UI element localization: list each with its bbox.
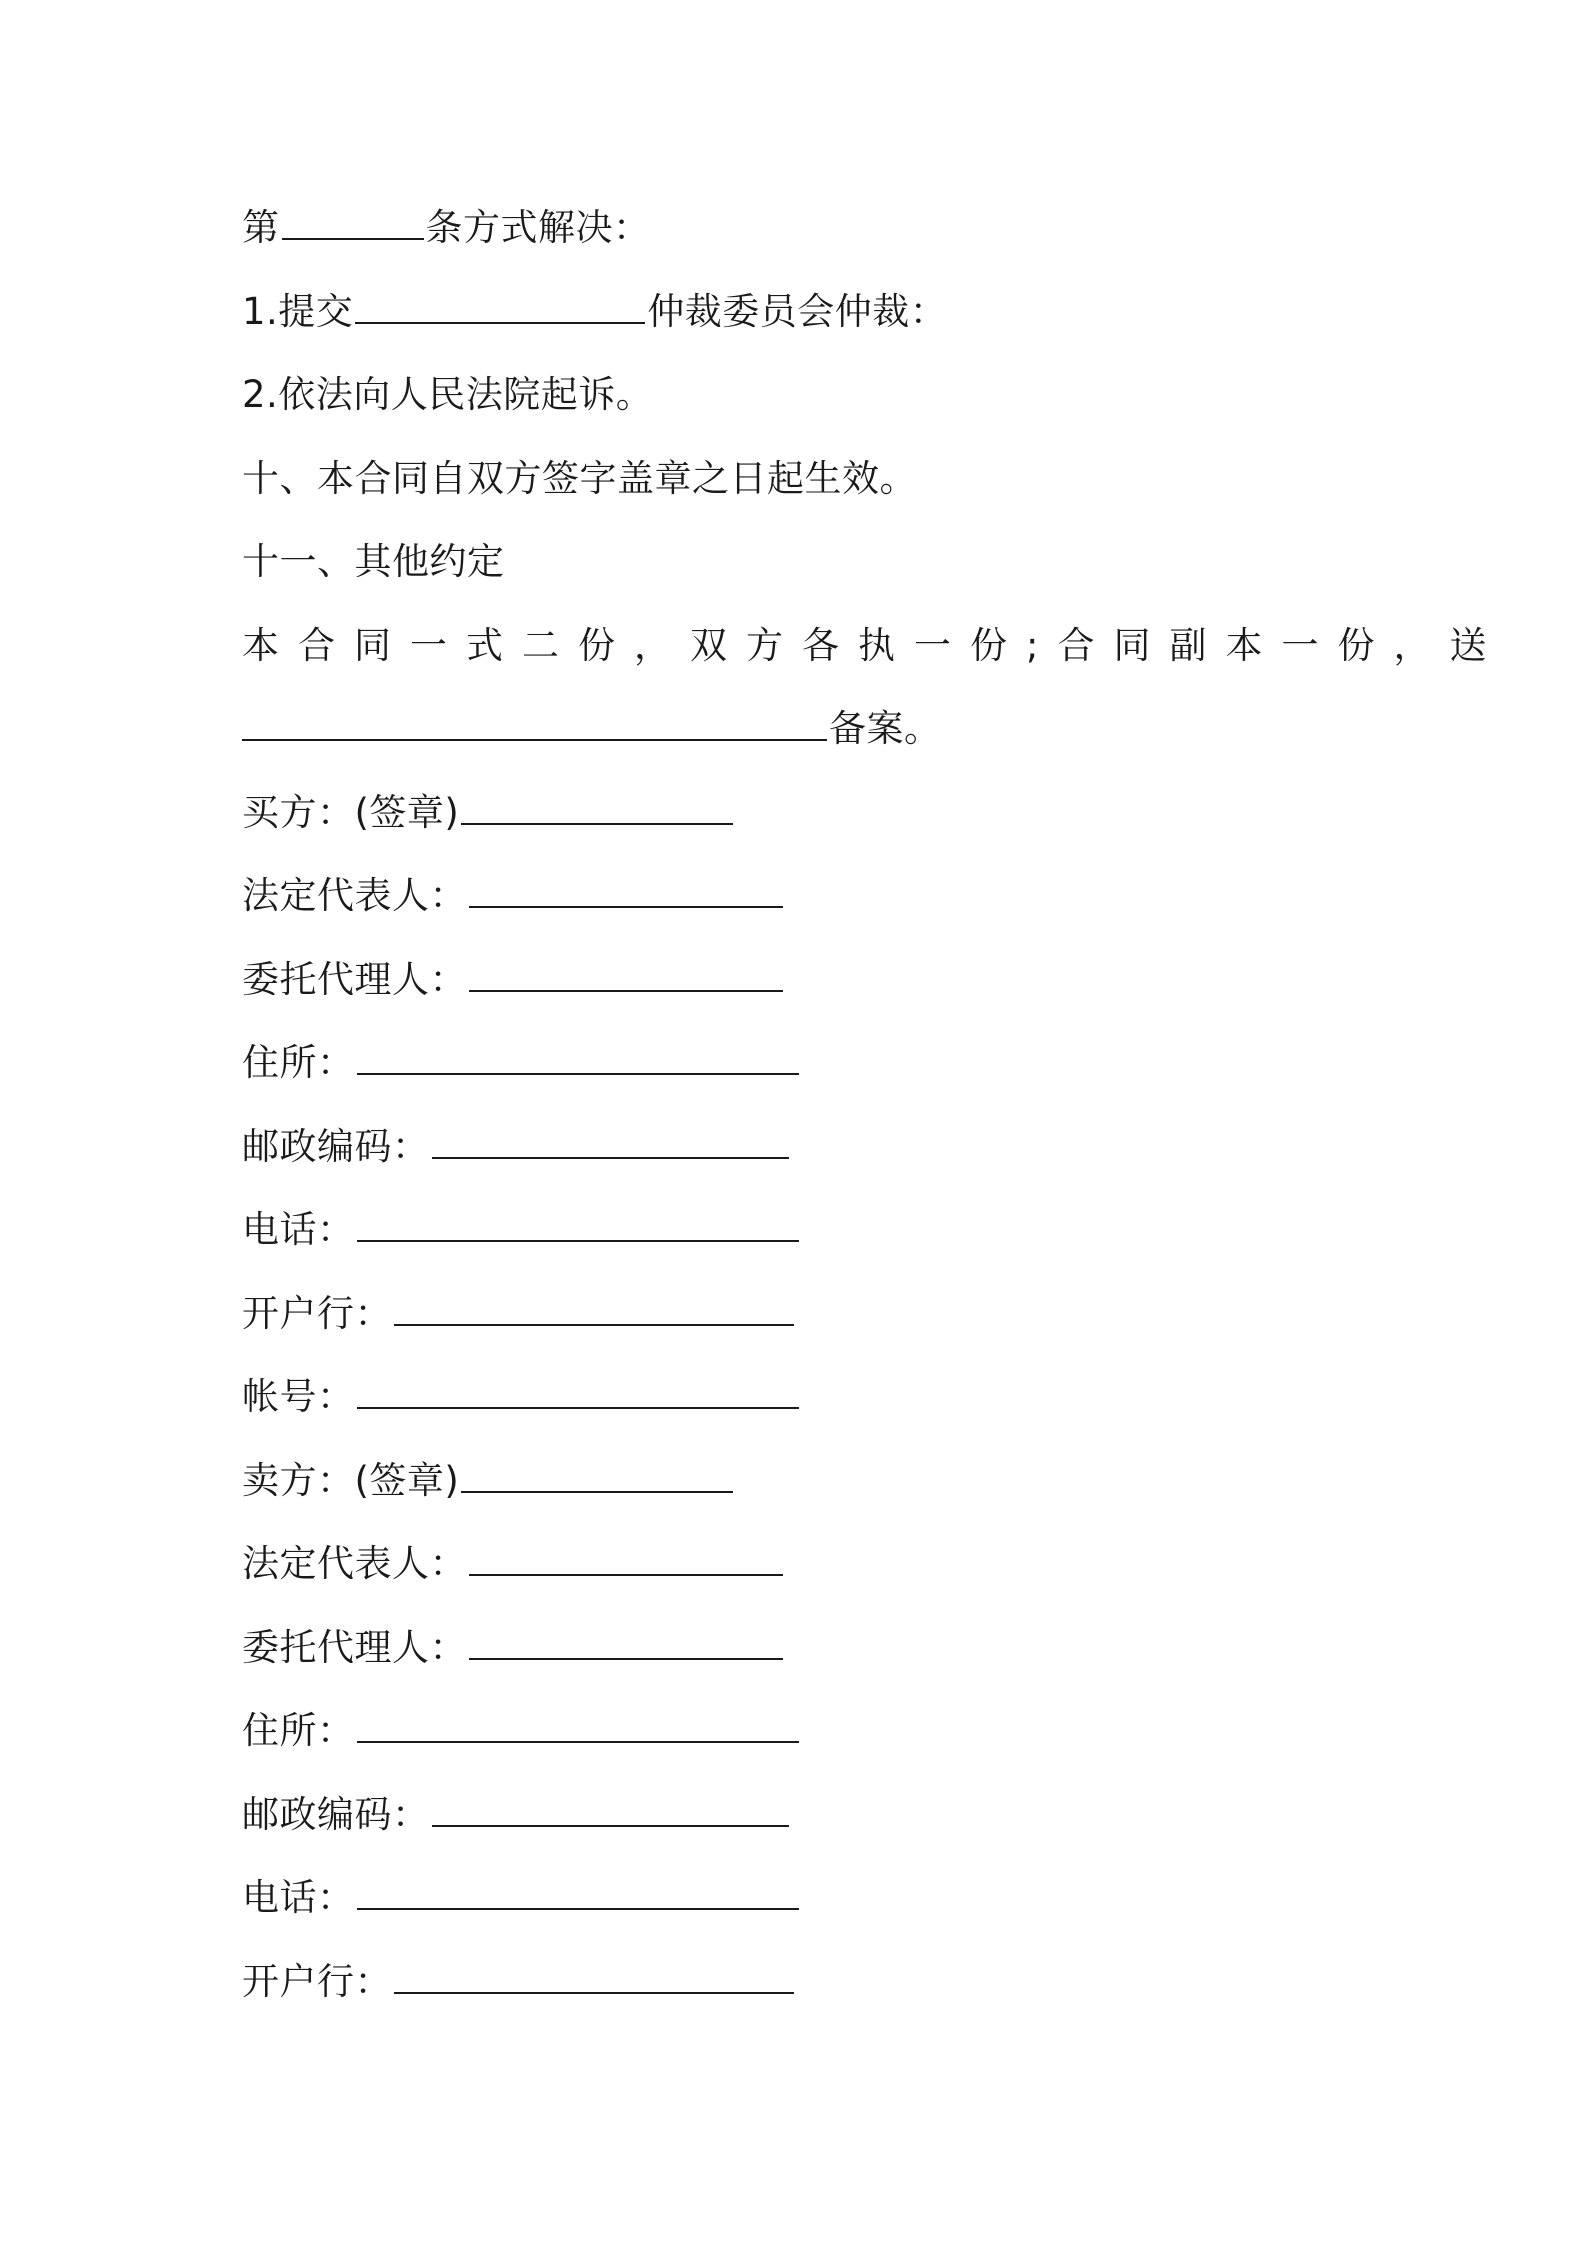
buyer-bank-line (242, 1284, 796, 1344)
seller-bank-line (242, 1952, 796, 2012)
seller-party-label: 卖方：(签章) (242, 1459, 460, 1502)
buyer-legal-rep-blank (469, 866, 783, 908)
seller-bank-label: 开户行： (242, 1960, 392, 2003)
buyer-party-label: 买方：(签章) (242, 791, 460, 834)
arbitration-prefix: 1.提交 (242, 290, 354, 333)
buyer-signature-blank (461, 783, 733, 825)
buyer-account-label: 帐号： (242, 1375, 355, 1418)
dispute-prefix: 第 (242, 206, 280, 249)
seller-phone-label: 电话： (242, 1876, 355, 1919)
buyer-address-blank (357, 1033, 799, 1075)
buyer-address-line (242, 1033, 801, 1093)
dispute-clause-line (242, 198, 651, 258)
clause-11-title: 十一、其他约定 (242, 540, 505, 583)
seller-phone-blank (357, 1868, 799, 1910)
seller-phone-line (242, 1868, 801, 1928)
seller-postcode-blank (432, 1785, 789, 1827)
lawsuit-option-line: 2.依法向人民法院起诉。 (242, 373, 654, 416)
buyer-address-label: 住所： (242, 1041, 355, 1084)
seller-legal-rep-line (242, 1534, 785, 1594)
buyer-agent-blank (469, 950, 783, 992)
buyer-agent-line (242, 950, 785, 1010)
seller-address-label: 住所： (242, 1709, 355, 1752)
seller-legal-rep-label: 法定代表人： (242, 1542, 467, 1585)
seller-bank-blank (394, 1952, 794, 1994)
seller-postcode-label: 邮政编码： (242, 1793, 430, 1836)
arbitration-option-line (242, 282, 947, 342)
buyer-legal-rep-label: 法定代表人： (242, 874, 467, 917)
copies-line: 本合同一式二份，双方各执一份;合同副本一份，送 (242, 624, 1506, 667)
buyer-bank-blank (394, 1284, 794, 1326)
clause-10-line: 十、本合同自双方签字盖章之日起生效。 (242, 457, 917, 500)
seller-signature-blank (461, 1451, 733, 1493)
seller-party-line (242, 1451, 735, 1511)
seller-agent-blank (469, 1618, 783, 1660)
clause-number-blank (282, 198, 424, 240)
buyer-phone-blank (357, 1200, 799, 1242)
seller-agent-line (242, 1618, 785, 1678)
seller-postcode-line (242, 1785, 791, 1845)
buyer-postcode-line (242, 1117, 791, 1177)
seller-address-blank (357, 1701, 799, 1743)
filing-line (242, 699, 942, 759)
buyer-legal-rep-line (242, 866, 785, 926)
filing-authority-blank (242, 699, 827, 741)
filing-suffix: 备案。 (829, 707, 942, 750)
buyer-agent-label: 委托代理人： (242, 958, 467, 1001)
seller-address-line (242, 1701, 801, 1761)
arbitration-suffix: 仲裁委员会仲裁： (647, 290, 948, 333)
buyer-account-line (242, 1367, 801, 1427)
buyer-phone-line (242, 1200, 801, 1260)
arbitration-committee-blank (355, 282, 645, 324)
buyer-postcode-blank (432, 1117, 789, 1159)
seller-agent-label: 委托代理人： (242, 1626, 467, 1669)
seller-legal-rep-blank (469, 1534, 783, 1576)
buyer-account-blank (357, 1367, 799, 1409)
buyer-phone-label: 电话： (242, 1208, 355, 1251)
buyer-postcode-label: 邮政编码： (242, 1125, 430, 1168)
buyer-party-line (242, 783, 735, 843)
dispute-suffix: 条方式解决： (425, 206, 651, 249)
buyer-bank-label: 开户行： (242, 1292, 392, 1335)
